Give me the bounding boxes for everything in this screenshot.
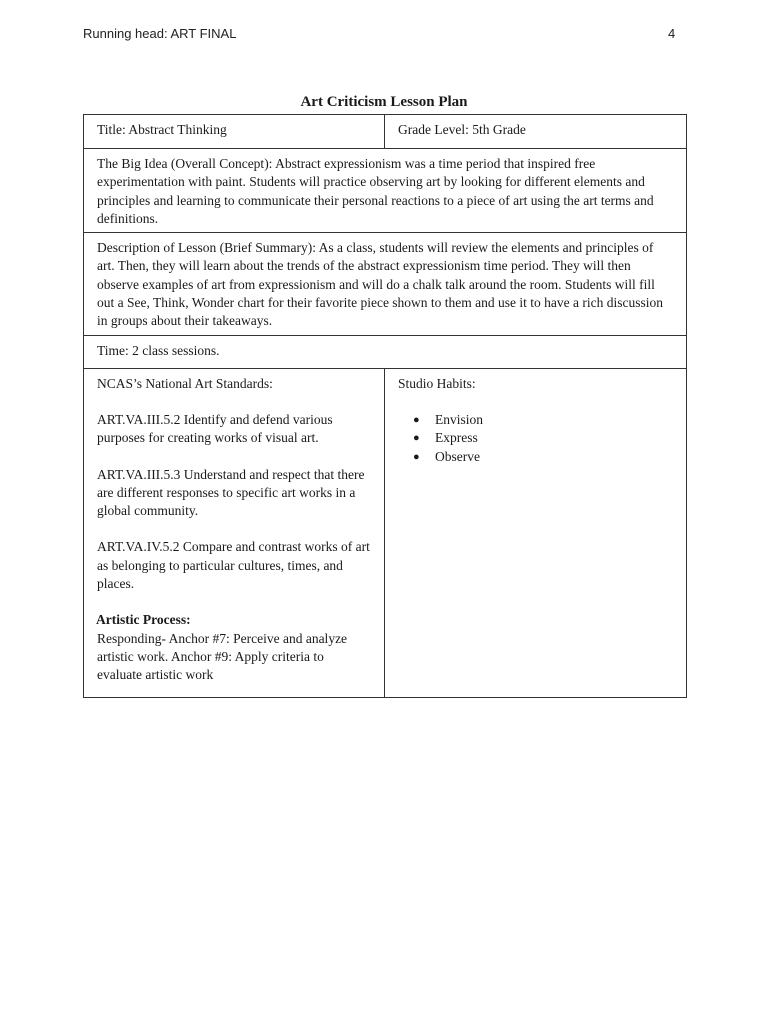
- time-cell: Time: 2 class sessions.: [84, 335, 687, 368]
- lesson-plan-table: [83, 114, 687, 698]
- lesson-title-cell: Title: Abstract Thinking: [84, 115, 385, 149]
- bullet-icon: ●: [413, 432, 420, 445]
- description-row: [84, 233, 687, 335]
- artistic-process-text: Responding- Anchor #7: Perceive and analyze artistic work. Anchor #9: Apply criteria to evaluate artistic work: [97, 630, 348, 683]
- bullet-icon: ●: [413, 450, 420, 463]
- running-head: Running head: ART FINAL: [83, 26, 237, 41]
- standards-row: [84, 368, 687, 697]
- description-cell: Description of Lesson (Brief Summary): As a class, students will review the elements and principles of art. Then, they will learn about the trends of the abstract expressionism time period. They will then observe examples of art from expressionism and will do a chalk talk around the room. Students will fill out a See, Think, Wonder chart for their favorite piece shown to them and use it to have a rich discussion in groups about their takeaways.: [84, 233, 687, 335]
- standards-heading: NCAS’s National Art Standards:: [97, 375, 273, 391]
- habit-label: Envision: [435, 411, 484, 427]
- habit-label: Express: [435, 430, 478, 446]
- big-idea-cell: The Big Idea (Overall Concept): Abstract expressionism was a time period that inspired free experimentation with paint. Students will practice observing art by looking for different elements and principles and learning to communicate their personal reactions to a piece of art using the art terms and definitions.: [84, 149, 687, 233]
- studio-habits-cell: [385, 368, 687, 697]
- standard-item: ART.VA.III.5.2 Identify and defend various purposes for creating works of visual art.: [97, 411, 333, 446]
- habit-label: Observe: [435, 448, 480, 464]
- list-item: [398, 429, 674, 447]
- standard-item: ART.VA.IV.5.2 Compare and contrast works of art as belonging to particular cultures, times, and places.: [97, 539, 370, 592]
- title-row: [84, 115, 687, 149]
- studio-habits-heading: Studio Habits:: [398, 375, 476, 391]
- list-item: [398, 448, 674, 466]
- page-number: 4: [668, 26, 676, 41]
- document-title: Art Criticism Lesson Plan: [300, 94, 468, 110]
- artistic-process-heading: Artistic Process:: [96, 612, 191, 628]
- list-item: [398, 411, 674, 429]
- grade-level-cell: Grade Level: 5th Grade: [385, 115, 687, 149]
- standard-item: ART.VA.III.5.3 Understand and respect that there are different responses to specific art works in a global community.: [97, 466, 365, 519]
- big-idea-row: [84, 149, 687, 233]
- time-row: [84, 335, 687, 368]
- studio-habits-list: [398, 411, 674, 466]
- standards-cell: [84, 368, 385, 697]
- bullet-icon: ●: [413, 413, 420, 426]
